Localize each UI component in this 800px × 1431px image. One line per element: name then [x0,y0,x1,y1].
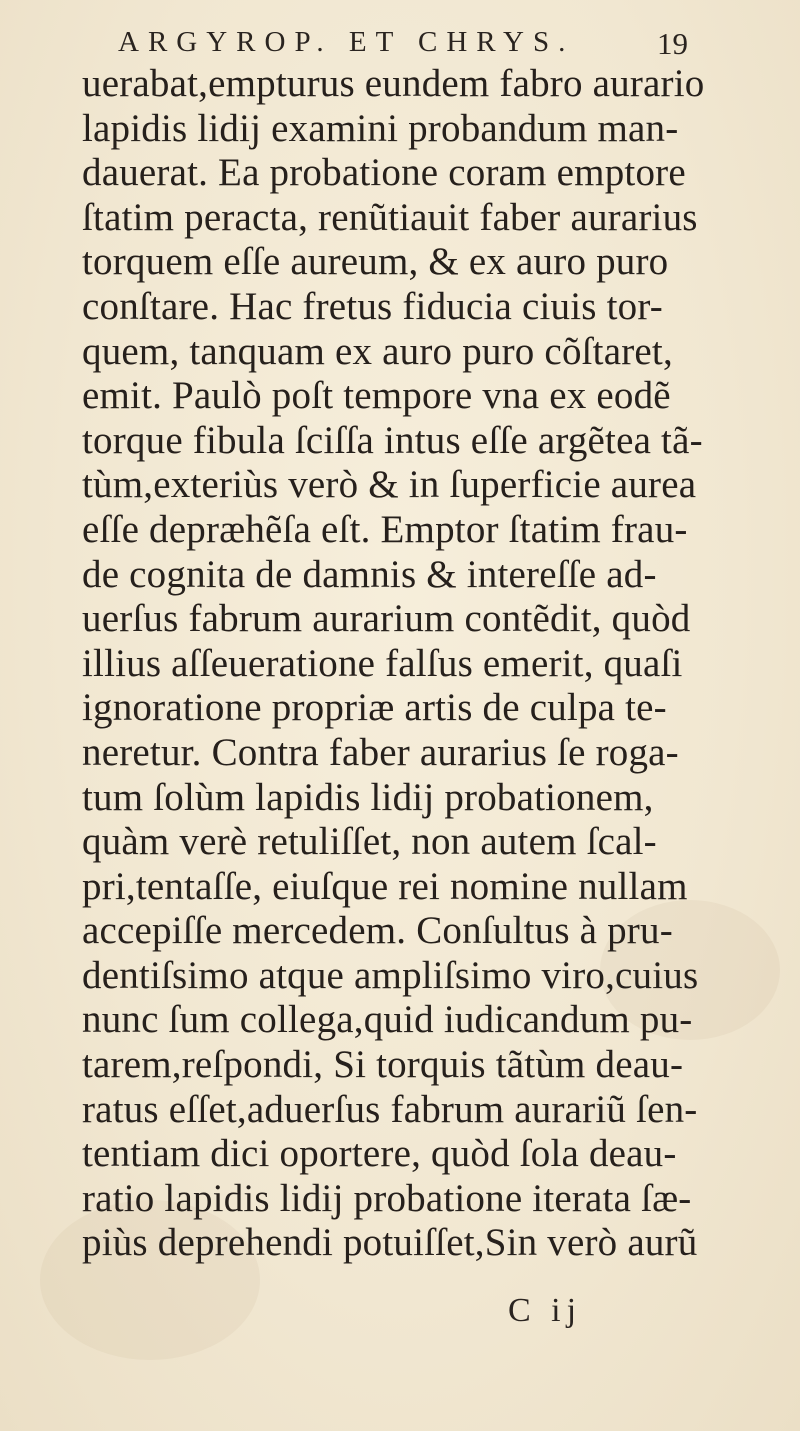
text-line: tentiam dici oportere, quòd ſola deau- [82,1132,677,1176]
text-line: eſſe depræhẽſa eſt. Emptor ſtatim frau- [82,507,688,551]
text-line: pri,tentaſſe, eiuſque rei nomine nullam [82,864,688,908]
text-line: dauerat. Ea probatione coram emptore [82,151,686,195]
body-text [82,62,732,1266]
running-head: ARGYROP. ET CHRYS. [118,26,575,58]
text-line: conſtare. Hac fretus fiducia ciuis tor- [82,284,663,328]
text-line: ignoratione propriæ artis de culpa te- [82,686,667,730]
text-line: accepiſſe mercedem. Conſultus à pru- [82,909,673,953]
text-line: tùm,exteriùs verò & in ſuperficie aurea [82,463,697,507]
text-line: tarem,reſpondi, Si torquis tãtùm deau- [82,1043,684,1087]
text-line: uerabat,empturus eundem fabro aurario [82,62,705,105]
text-line: de cognita de damnis & intereſſe ad- [82,552,657,596]
text-line: nunc ſum collega,quid iudicandum pu- [82,998,693,1042]
text-line: illius aſſeueratione falſus emerit, quaſi [82,641,683,685]
text-line: ratus eſſet,aduerſus fabrum aurariũ ſen- [82,1087,698,1131]
text-line: dentiſsimo atque ampliſsimo viro,cuius [82,953,699,997]
text-line: ſtatim peracta, renũtiauit faber aurarius [82,195,698,239]
text-line: lapidis lidij examini probandum man- [82,106,679,150]
text-line: uerſus fabrum aurarium contẽdit, quòd [82,597,691,641]
text-line: ratio lapidis lidij probatione iterata ſæ- [82,1176,692,1220]
text-line: quàm verè retuliſſet, non autem ſcal- [82,820,657,864]
text-line: tum ſolùm lapidis lidij probationem, [82,775,654,819]
signature-mark: C ij [508,1292,583,1329]
text-line: neretur. Contra faber aurarius ſe roga- [82,730,679,774]
text-line: piùs deprehendi potuiſſet,Sin verò aurũ [82,1221,698,1265]
text-line: emit. Paulò poſt tempore vna ex eodẽ [82,374,671,418]
text-line: torquem eſſe aureum, & ex auro puro [82,240,669,284]
text-line: quem, tanquam ex auro puro cõſtaret, [82,329,673,373]
text-line: torque fibula ſciſſa intus eſſe argẽtea tã- [82,418,703,462]
page-header [118,14,688,64]
page-number: 19 [657,26,688,61]
